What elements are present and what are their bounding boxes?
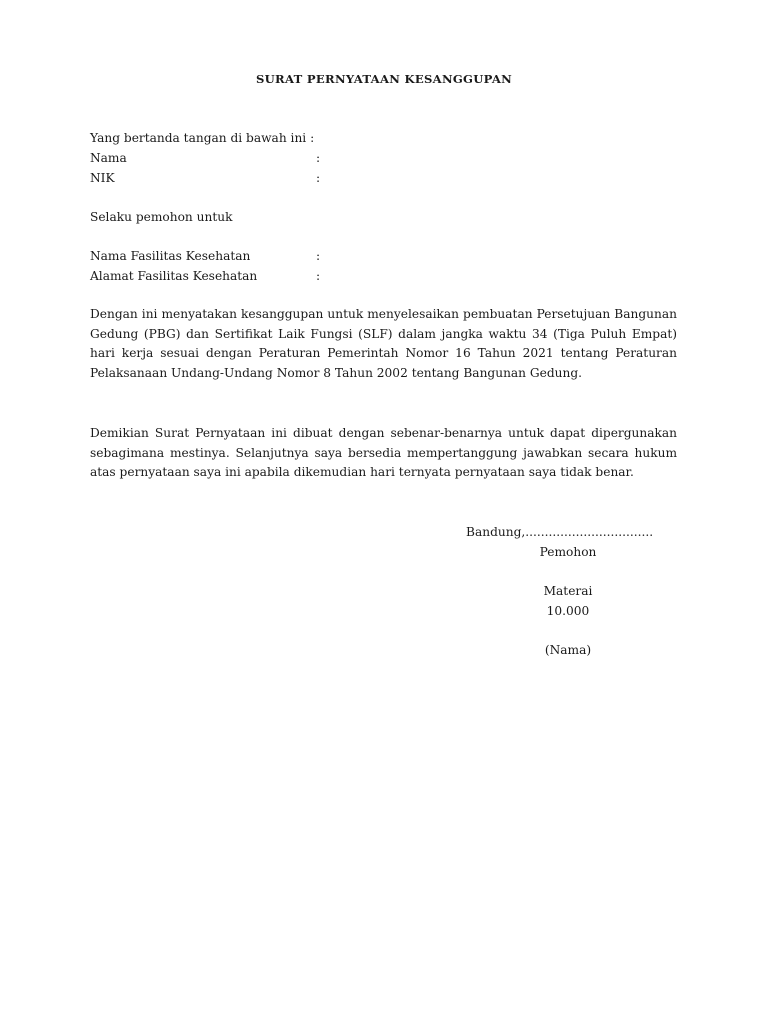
field-nik	[90, 171, 330, 185]
statement-paragraph: Dengan ini menyatakan kesanggupan untuk menyelesaikan pembuatan Persetujuan Bangunan Gedung (PBG) dan Sertifikat Laik Fungsi (SLF) dalam jangka waktu 34 (Tiga Puluh Empat) hari kerja sesuai dengan Peraturan Pemerintah Nomor 16 Tahun 2021 tentang Peraturan Pelaksanaan Undang-Undang Nomor 8 Tahun 2002 tentang Bangunan Gedung.	[90, 307, 677, 380]
intro-line: Yang bertanda tangan di bawah ini :	[90, 131, 315, 145]
field-nama-label: Nama	[90, 151, 127, 165]
field-nama	[90, 151, 330, 165]
field-alamat-fasilitas	[90, 269, 330, 283]
field-alamat-fasilitas-label: Alamat Fasilitas Kesehatan	[90, 269, 258, 283]
document-title: SURAT PERNYATAAN KESANGGUPAN	[255, 72, 513, 86]
signature-role: Pemohon	[539, 545, 597, 559]
field-nama-fasilitas-separator: :	[316, 249, 321, 263]
field-nik-label: NIK	[90, 171, 115, 185]
signature-place-date: Bandung,.................................	[466, 525, 654, 539]
field-nama-fasilitas-label: Nama Fasilitas Kesehatan	[90, 249, 251, 263]
stamp-label: Materai	[543, 584, 593, 598]
signatory-name: (Nama)	[544, 643, 592, 657]
stamp-value: 10.000	[546, 604, 590, 618]
field-alamat-fasilitas-separator: :	[316, 269, 321, 283]
field-nama-separator: :	[316, 151, 321, 165]
role-line: Selaku pemohon untuk	[90, 210, 233, 224]
field-nik-separator: :	[316, 171, 321, 185]
field-nama-fasilitas	[90, 249, 330, 263]
closing-paragraph: Demikian Surat Pernyataan ini dibuat dengan sebenar-benarnya untuk dapat dipergunakan sebagimana mestinya. Selanjutnya saya bersedia mempertanggung jawabkan secara hukum atas pernyataan saya ini apabila dikemudian hari ternyata pernyataan saya tidak benar.	[90, 426, 677, 480]
